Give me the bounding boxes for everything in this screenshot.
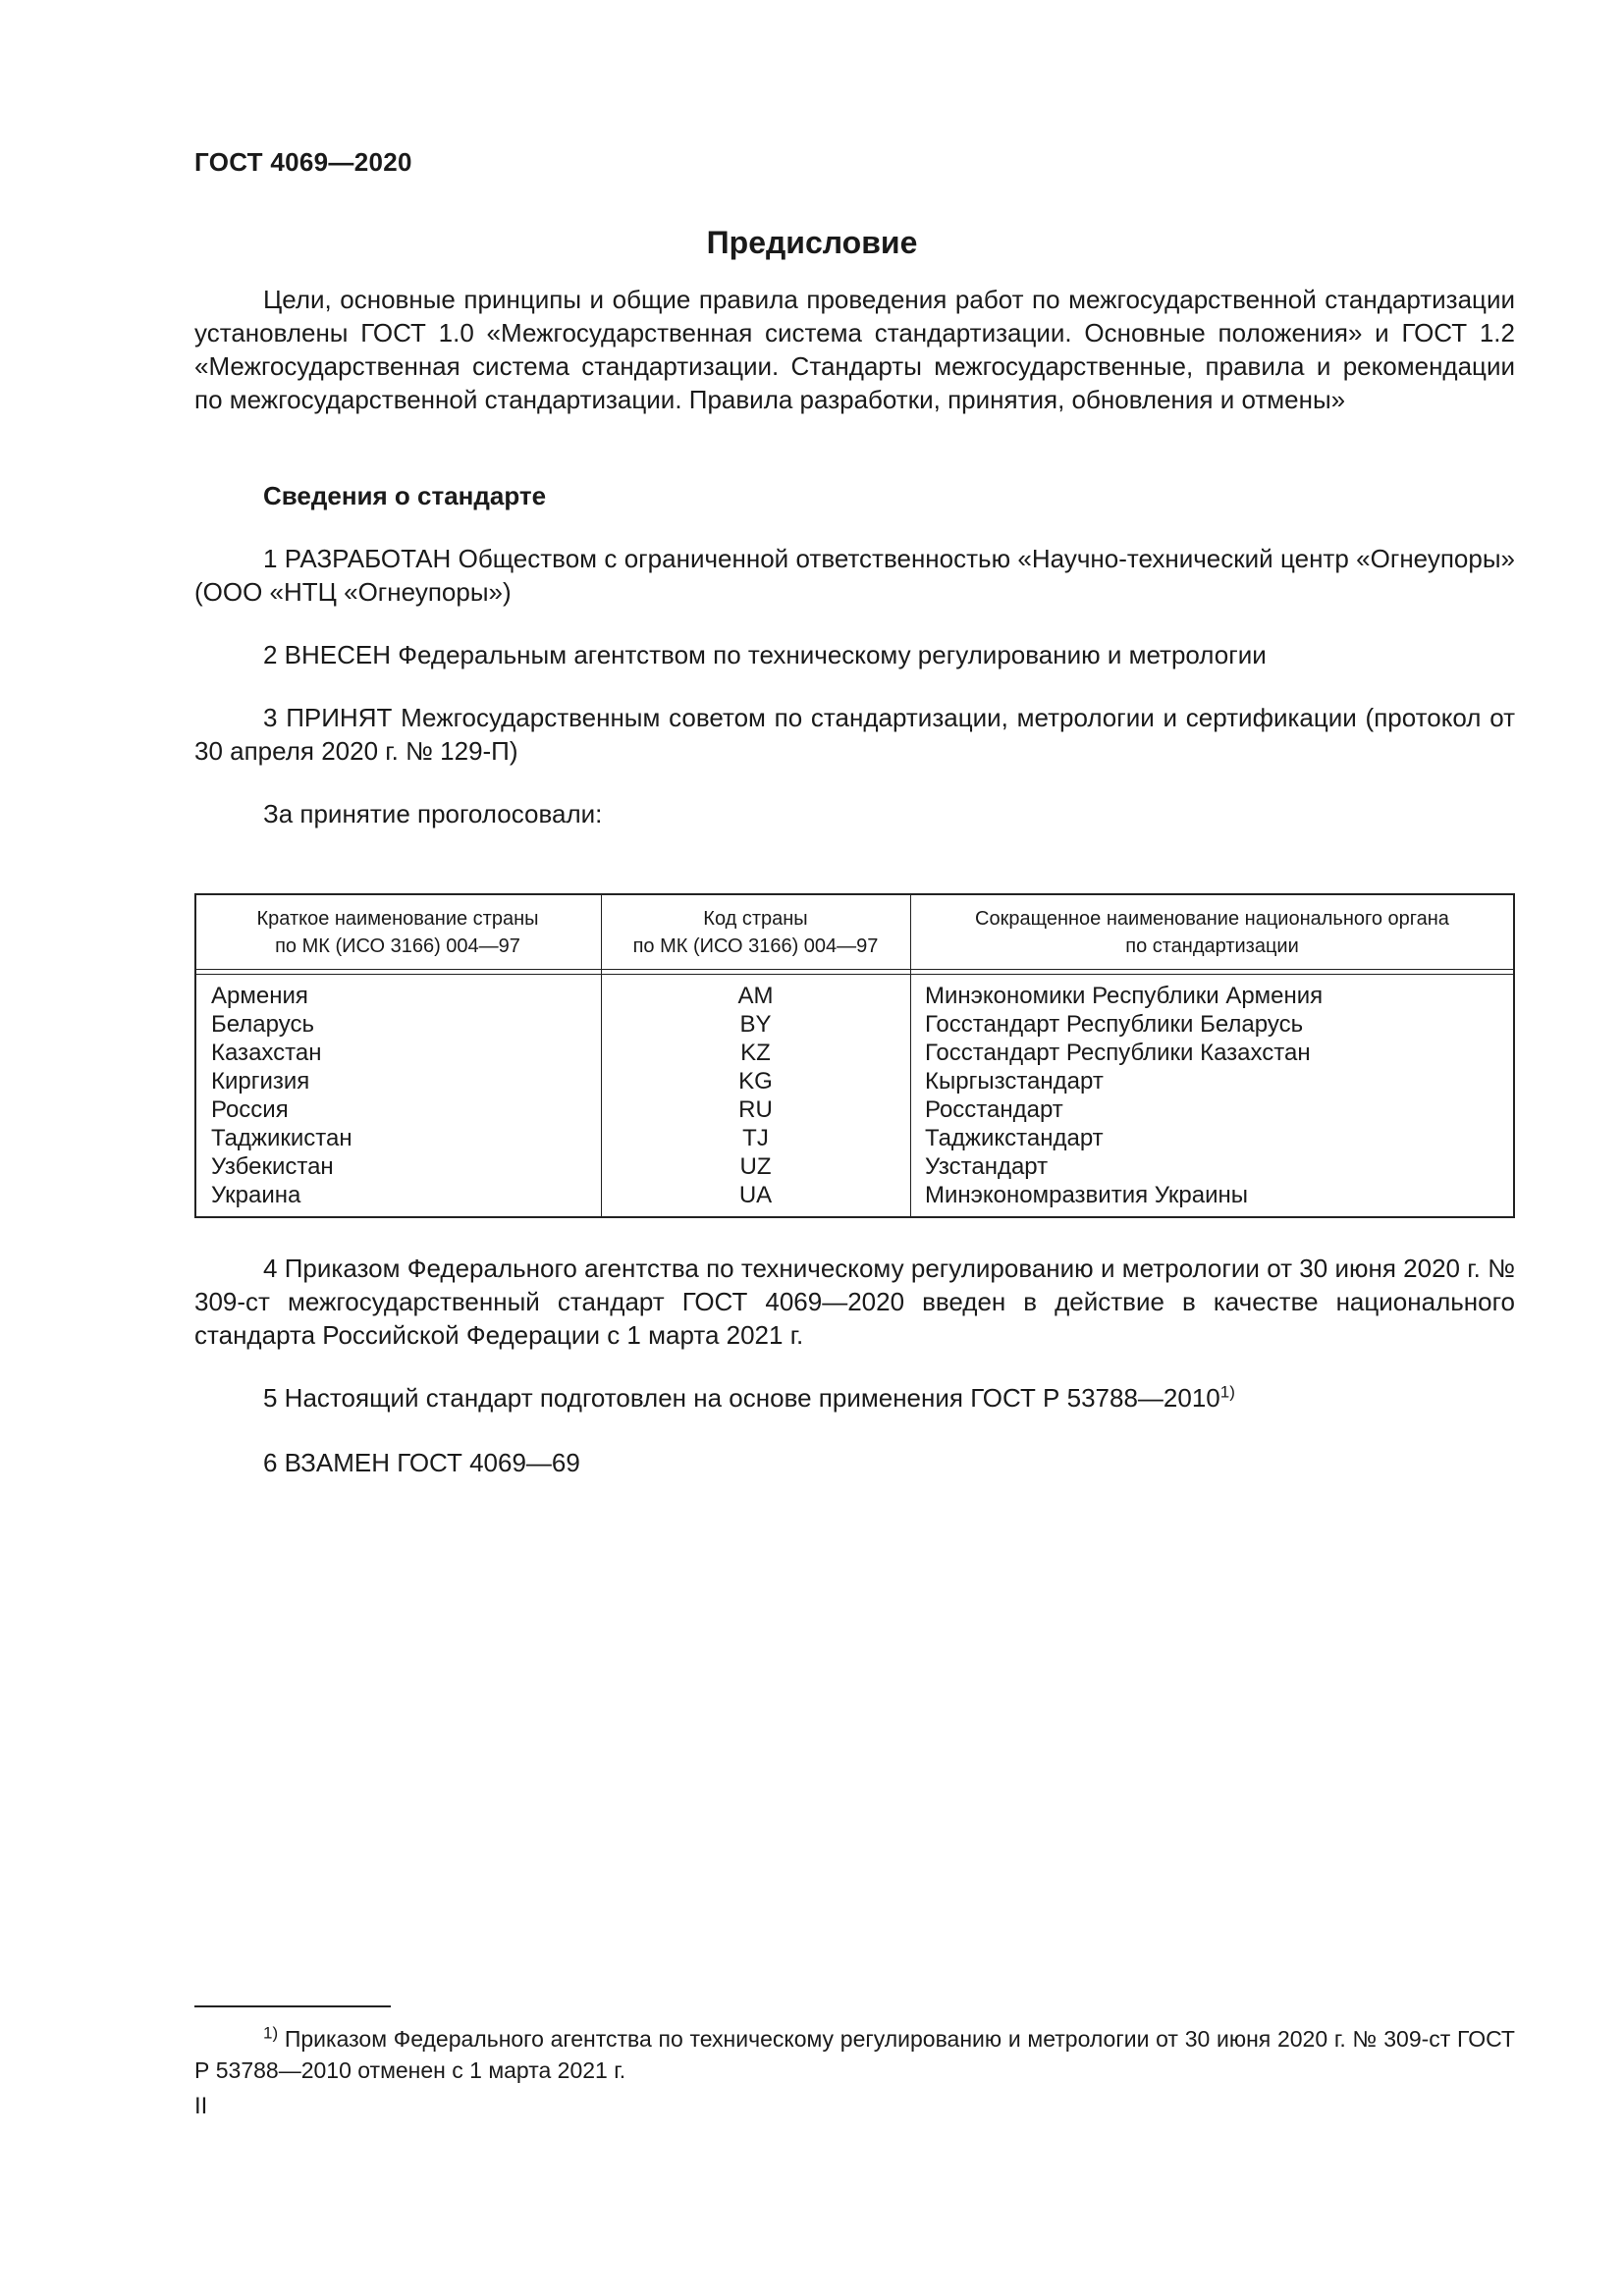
code-cell: TJ (742, 1125, 769, 1151)
code-cell: RU (738, 1096, 773, 1123)
country-cell: Украина (211, 1182, 301, 1208)
header-text: Сокращенное наименование национального органа (975, 908, 1449, 930)
body-cell: Росстандарт (925, 1096, 1063, 1123)
country-cell: Таджикистан (211, 1125, 352, 1151)
table-header-divider (196, 969, 1513, 975)
header-text: Код страны (703, 908, 808, 930)
page-number: II (194, 2093, 208, 2119)
body-column (925, 982, 1504, 1209)
voting-table (194, 893, 1515, 1218)
body-cell: Минэкономразвития Украины (925, 1182, 1249, 1208)
table-header-body (910, 905, 1514, 960)
footnote-text: Приказом Федерального агентства по техническому регулированию и метрологии от 30 июня 2020 г. № 309-ст ГОСТ Р 53788—2010 отменен с 1 марта 2021 г. (194, 2026, 1515, 2083)
code-column (601, 982, 910, 1209)
item-5-basis (194, 1381, 1515, 1415)
code-cell: BY (739, 1011, 772, 1038)
item-2-introduced: 2 ВНЕСЕН Федеральным агентством по техническому регулированию и метрологии (263, 640, 1267, 669)
header-text: по МК (ИСО 3166) 004—97 (632, 935, 879, 957)
voted-label: За принятие проголосовали: (263, 799, 603, 828)
item-5-text: 5 Настоящий стандарт подготовлен на основе применения ГОСТ Р 53788—2010 (263, 1383, 1220, 1413)
body-cell: Госстандарт Республики Казахстан (925, 1040, 1311, 1066)
item-6-replaces: 6 ВЗАМЕН ГОСТ 4069—69 (263, 1448, 580, 1477)
item-1-developed: 1 РАЗРАБОТАН Обществом с ограниченной ответственностью «Научно-технический центр «Огнеупоры» (ООО «НТЦ «Огнеупоры») (194, 544, 1515, 607)
table-header-code (601, 905, 910, 960)
item-3-adopted: 3 ПРИНЯТ Межгосударственным советом по стандартизации, метрологии и сертификации (протокол от 30 апреля 2020 г. № 129-П) (194, 703, 1515, 766)
country-cell: Россия (211, 1096, 289, 1123)
document-code: ГОСТ 4069—2020 (194, 147, 412, 177)
page-title: Предисловие (706, 225, 918, 260)
code-cell: KZ (740, 1040, 771, 1066)
country-cell: Узбекистан (211, 1153, 334, 1180)
body-cell: Госстандарт Республики Беларусь (925, 1011, 1304, 1038)
header-text: Краткое наименование страны (256, 908, 539, 930)
country-cell: Армения (211, 983, 308, 1009)
header-text: по стандартизации (1125, 935, 1299, 957)
footnote-divider (194, 2005, 391, 2007)
section-heading: Сведения о стандарте (263, 481, 547, 510)
footnote-marker: 1) (263, 2023, 279, 2043)
code-cell: AM (737, 983, 774, 1009)
country-cell: Киргизия (211, 1068, 310, 1095)
intro-paragraph: Цели, основные принципы и общие правила проведения работ по межгосударственной стандартизации установлены ГОСТ 1.0 «Межгосударственная система стандартизации. Основные положения» и ГОСТ 1.2 «Межгосударственная система стандартизации. Стандарты межгосударственные, правила и рекомендации по межгосударственной стандартизации. Правила разработки, принятия, обновления и отмены» (194, 285, 1515, 414)
code-cell: KG (738, 1068, 773, 1095)
footnote (194, 2023, 1515, 2086)
country-column (211, 982, 594, 1209)
table-header-country (196, 905, 599, 960)
code-cell: UA (738, 1182, 773, 1208)
country-cell: Беларусь (211, 1011, 314, 1038)
body-cell: Узстандарт (925, 1153, 1049, 1180)
body-cell: Кыргызстандарт (925, 1068, 1104, 1095)
item-4-order: 4 Приказом Федерального агентства по техническому регулированию и метрологии от 30 июня 2020 г. № 309-ст межгосударственный стандарт ГОСТ 4069—2020 введен в действие в качестве национального стандарта Российской Федерации с 1 марта 2021 г. (194, 1254, 1515, 1350)
header-text: по МК (ИСО 3166) 004—97 (275, 935, 520, 957)
body-cell: Таджикстандарт (925, 1125, 1104, 1151)
country-cell: Казахстан (211, 1040, 322, 1066)
code-cell: UZ (739, 1153, 772, 1180)
footnote-ref: 1) (1219, 1382, 1235, 1402)
body-cell: Минэкономики Республики Армения (925, 983, 1324, 1009)
